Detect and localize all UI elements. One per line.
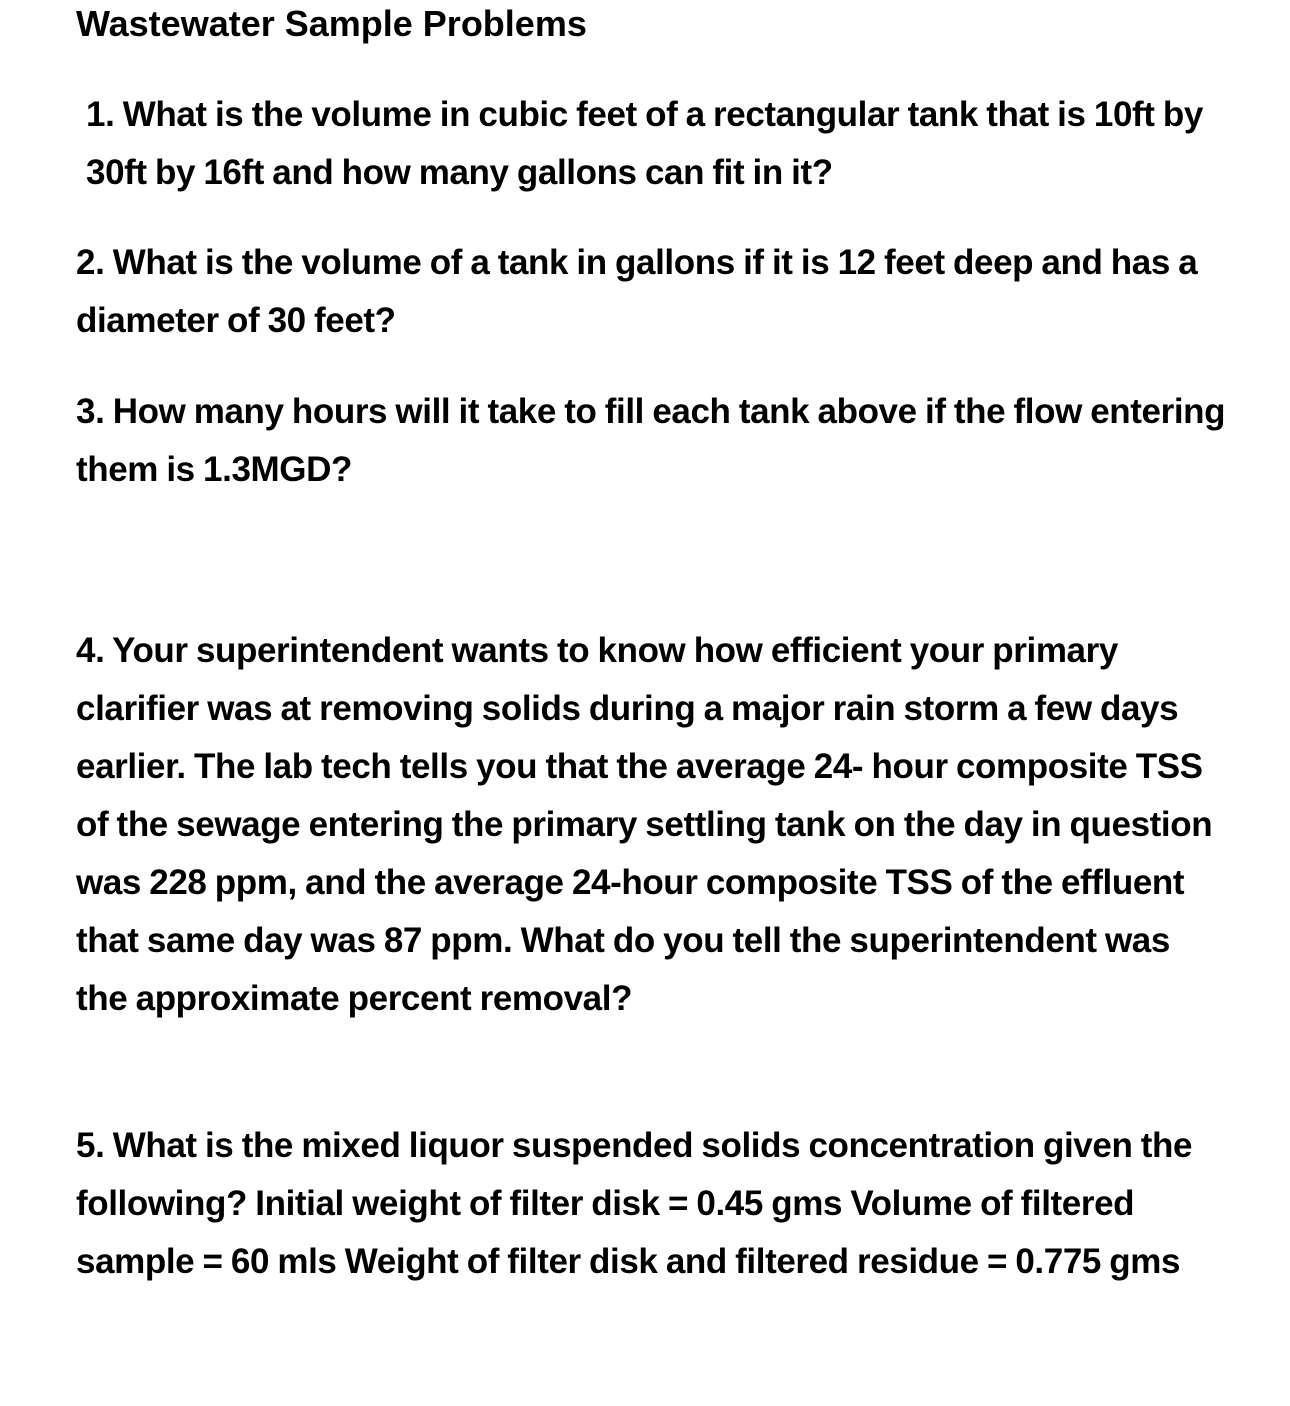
problem-5-text: What is the mixed liquor suspended solids concentration given the following? Initial weight of filter disk = 0.45 gms Volume of filtered sample = 60 mls Weight of filter disk and filtered residue = 0.775 gms xyxy=(76,1126,1193,1281)
problem-5 xyxy=(76,1117,1226,1291)
problem-2-number: 2. xyxy=(76,243,113,282)
problem-2 xyxy=(76,234,1226,350)
problem-1 xyxy=(76,86,1226,202)
problem-3-text: How many hours will it take to fill each tank above if the flow entering them is 1.3MGD? xyxy=(76,392,1226,489)
problem-4-text: Your superintendent wants to know how efficient your primary clarifier was at removing solids during a major rain storm a few days earlier. The lab tech tells you that the average 24- hour composite TSS of the sewage entering the primary settling tank on the day in question was 228 ppm, and the average 24-hour composite TSS of the effluent that same day was 87 ppm. What do you tell the superintendent was the approximate percent removal? xyxy=(76,631,1213,1018)
problem-3-number: 3. xyxy=(76,392,113,431)
document-title: Wastewater Sample Problems xyxy=(76,3,587,44)
problem-4 xyxy=(76,622,1226,1028)
problem-1-number: 1. xyxy=(86,95,123,134)
problem-4-number: 4. xyxy=(76,631,113,670)
problem-5-number: 5. xyxy=(76,1126,113,1165)
problem-3 xyxy=(76,383,1226,499)
problem-1-text: What is the volume in cubic feet of a rectangular tank that is 10ft by 30ft by 16ft and how many gallons can fit in it? xyxy=(86,95,1203,192)
problem-2-text: What is the volume of a tank in gallons if it is 12 feet deep and has a diameter of 30 feet? xyxy=(76,243,1198,340)
